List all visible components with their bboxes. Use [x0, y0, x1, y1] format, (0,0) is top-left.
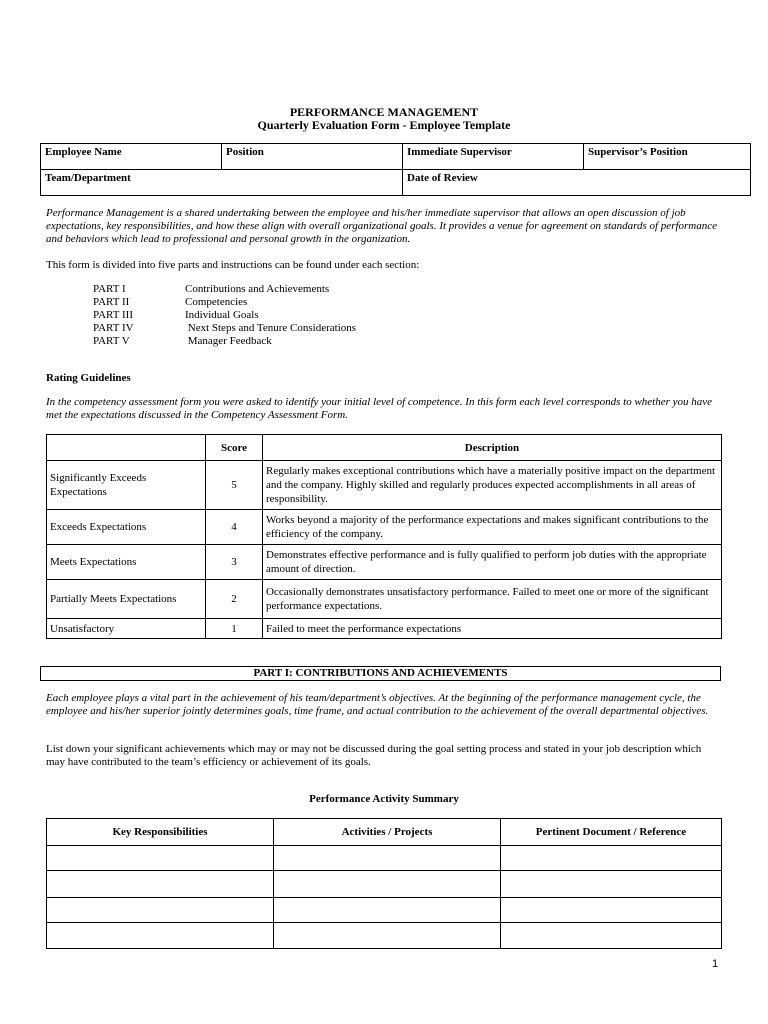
- table-cell[interactable]: [274, 923, 501, 949]
- table-row: [47, 619, 722, 639]
- rating-description: Demonstrates effective performance and is fully qualified to perform job duties with the appropriate amount of direction.: [263, 545, 722, 580]
- rating-score: 5: [206, 461, 263, 510]
- parts-list-item: [93, 322, 493, 335]
- part-label: Contributions and Achievements: [185, 283, 330, 295]
- immediate-supervisor-label: Immediate Supervisor: [403, 144, 584, 170]
- parts-list: [93, 283, 493, 348]
- table-row: [47, 846, 722, 871]
- rating-description: Failed to meet the performance expectations: [263, 619, 722, 639]
- rating-col-level: [47, 435, 206, 461]
- intro-paragraph: Performance Management is a shared undertaking between the employee and his/her immediate supervisor that allows an open discussion of job expectations, key responsibilities, and how these align with overall organizational goals. It provides a venue for agreement on standards of performance and behaviors which lead to professional and personal growth in the organization.: [46, 207, 718, 245]
- table-row: [47, 923, 722, 949]
- rating-description: Works beyond a majority of the performance expectations and makes significant contributions to the efficiency of the company.: [263, 510, 722, 545]
- parts-list-item: [93, 283, 493, 296]
- rating-table-header: [47, 435, 722, 461]
- parts-list-item: [93, 309, 493, 322]
- table-cell[interactable]: [47, 871, 274, 898]
- position-label: Position: [222, 144, 403, 170]
- rating-level: Exceeds Expectations: [47, 510, 206, 545]
- rating-score: 2: [206, 580, 263, 619]
- table-cell[interactable]: [274, 846, 501, 871]
- part-key: PART II: [93, 296, 130, 308]
- table-cell[interactable]: [274, 871, 501, 898]
- table-row: [47, 510, 722, 545]
- employee-info-table: [40, 143, 751, 196]
- rating-col-description: Description: [263, 435, 722, 461]
- parts-list-item: [93, 335, 493, 348]
- rating-guidelines-paragraph: In the competency assessment form you were asked to identify your initial level of competence. In this form each level corresponds to whether you have met the expectations discussed in the Competency Assessment Form.: [46, 396, 713, 421]
- parts-intro: This form is divided into five parts and instructions can be found under each section:: [46, 259, 420, 271]
- table-cell[interactable]: [501, 898, 722, 923]
- part-label: Competencies: [185, 296, 248, 308]
- table-cell[interactable]: [501, 846, 722, 871]
- parts-list-item: [93, 296, 493, 309]
- performance-activity-summary-title: Performance Activity Summary: [309, 793, 459, 805]
- table-cell[interactable]: [47, 898, 274, 923]
- rating-table: [46, 434, 722, 639]
- part1-instruction: List down your significant achievements which may or may not be discussed during the goal setting process and stated in your job description which may have contributed to the team’s efficiency or achievement of its goals.: [46, 743, 702, 768]
- rating-level: Significantly Exceeds Expectations: [47, 461, 206, 510]
- part-label: Manager Feedback: [185, 335, 272, 347]
- table-cell[interactable]: [47, 923, 274, 949]
- rating-level: Unsatisfactory: [47, 619, 206, 639]
- part-label: Next Steps and Tenure Considerations: [185, 322, 357, 334]
- rating-level: Meets Expectations: [47, 545, 206, 580]
- part1-paragraph: Each employee plays a vital part in the achievement of his team/department’s objectives. At the beginning of the performance management cycle, the employee and his/her superior jointly determines goals, time frame, and actual contribution to the achievement of the overall departmental objectives.: [46, 692, 709, 717]
- rating-score: 3: [206, 545, 263, 580]
- rating-col-score: Score: [206, 435, 263, 461]
- table-row: [47, 545, 722, 580]
- table-row: [47, 461, 722, 510]
- rating-guidelines-heading: Rating Guidelines: [46, 372, 131, 384]
- team-department-label: Team/Department: [41, 170, 403, 196]
- part1-heading: PART I: CONTRIBUTIONS AND ACHIEVEMENTS: [40, 666, 721, 681]
- table-row: [47, 580, 722, 619]
- activity-table-header: [47, 819, 722, 846]
- activity-summary-table: [46, 818, 722, 949]
- rating-level: Partially Meets Expectations: [47, 580, 206, 619]
- table-cell[interactable]: [501, 923, 722, 949]
- rating-description: Regularly makes exceptional contributions which have a materially positive impact on the department and the company. Highly skilled and regularly produces expected accomplishments in all areas of responsibility.: [263, 461, 722, 510]
- table-row: [47, 898, 722, 923]
- col-key-responsibilities: Key Responsibilities: [47, 819, 274, 846]
- table-row: [47, 871, 722, 898]
- part-key: PART IV: [93, 322, 134, 334]
- table-cell[interactable]: [274, 898, 501, 923]
- col-pertinent-document: Pertinent Document / Reference: [501, 819, 722, 846]
- table-cell[interactable]: [501, 871, 722, 898]
- rating-score: 4: [206, 510, 263, 545]
- part-label: Individual Goals: [185, 309, 259, 321]
- rating-description: Occasionally demonstrates unsatisfactory performance. Failed to meet one or more of the significant performance expectations.: [263, 580, 722, 619]
- page-number: 1: [712, 958, 719, 970]
- rating-score: 1: [206, 619, 263, 639]
- col-activities-projects: Activities / Projects: [274, 819, 501, 846]
- part-key: PART III: [93, 309, 133, 321]
- employee-name-label: Employee Name: [41, 144, 222, 170]
- date-of-review-label: Date of Review: [403, 170, 751, 196]
- part-key: PART V: [93, 335, 130, 347]
- document-title: PERFORMANCE MANAGEMENT: [289, 105, 479, 119]
- supervisor-position-label: Supervisor’s Position: [584, 144, 751, 170]
- part-key: PART I: [93, 283, 126, 295]
- document-subtitle: Quarterly Evaluation Form - Employee Template: [257, 118, 511, 132]
- table-cell[interactable]: [47, 846, 274, 871]
